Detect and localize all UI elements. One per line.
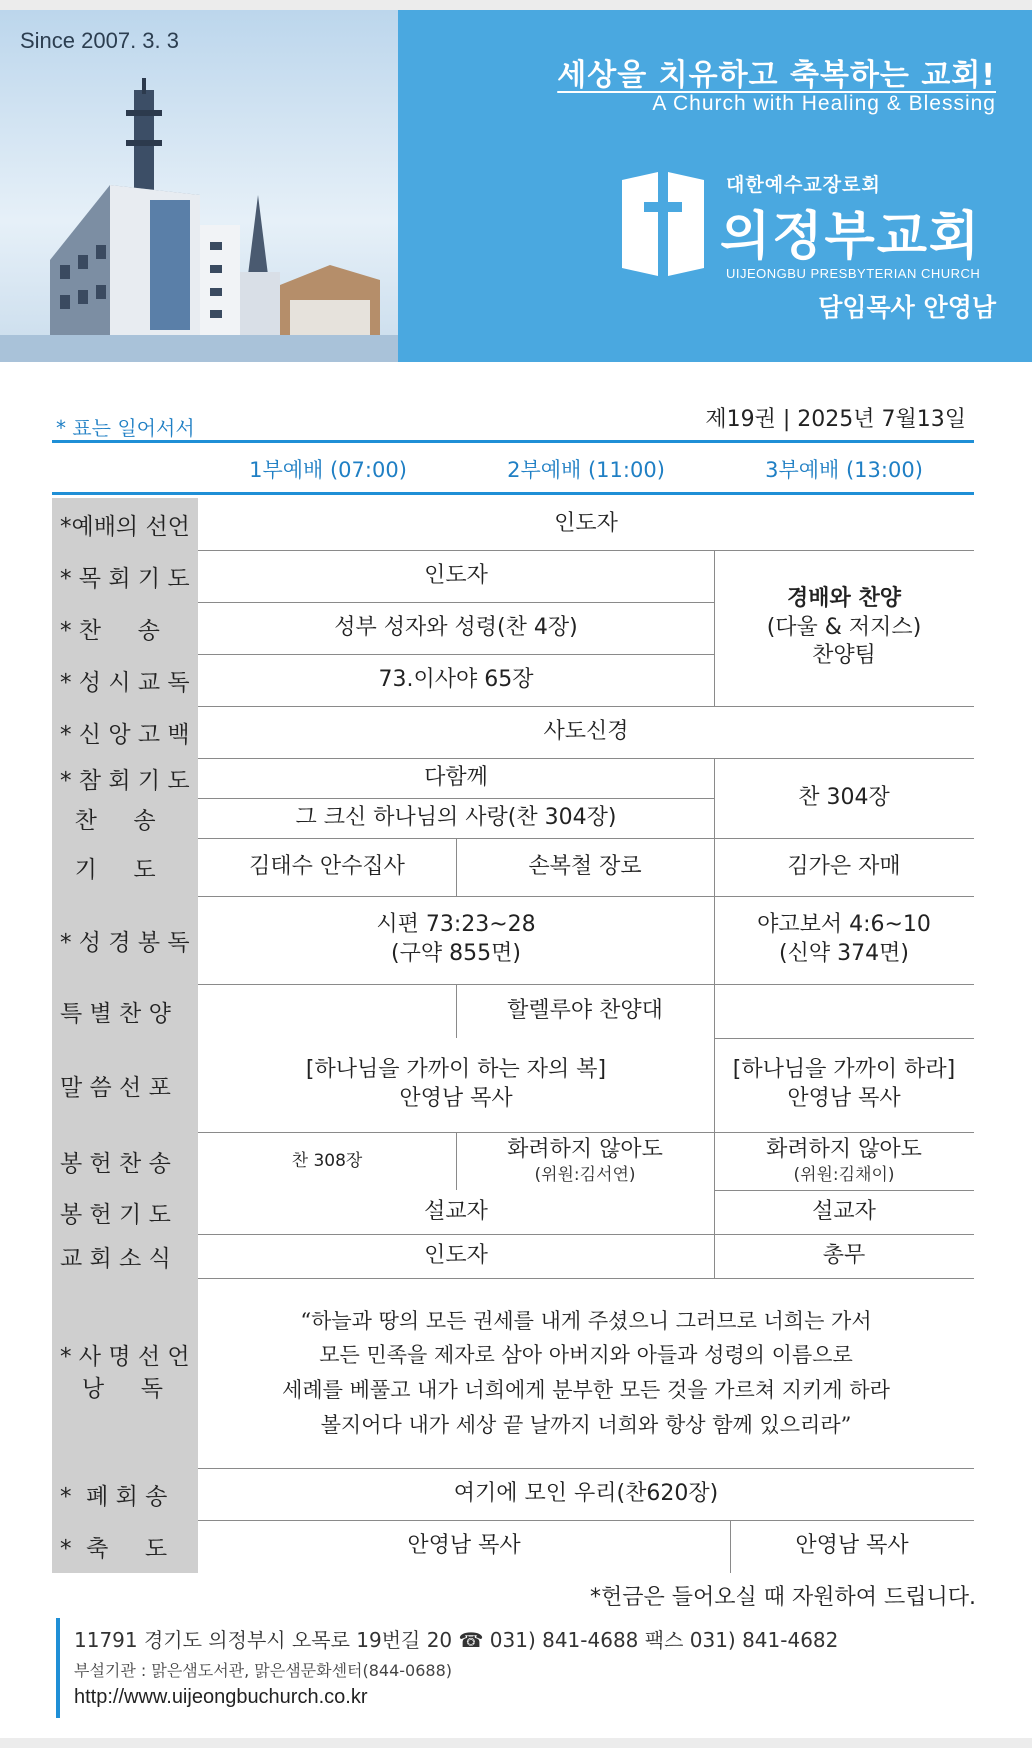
praise-s3-title: 경배와 찬양 <box>787 586 901 612</box>
scripture-teaching-s12: 73.이사야 65장 <box>378 666 534 692</box>
worship-order-table <box>52 498 974 1573</box>
church-building-photo <box>0 10 398 362</box>
praise-s3-team-names: (다울 & 저지스) <box>766 614 922 640</box>
label-prayer: 기 도 <box>60 856 156 883</box>
church-slogan: 세상을 치유하고 축복하는 교회! <box>557 58 996 93</box>
label-hymn-1: * 찬 송 <box>60 617 160 644</box>
reading-s12 <box>198 896 714 984</box>
footer-accent-bar <box>56 1618 60 1718</box>
label-declaration: *예배의 선언 <box>60 513 190 540</box>
offering-hymn-s3 <box>714 1132 974 1190</box>
divider-top <box>52 440 974 443</box>
reading-s3-page: (신약 374면) <box>779 941 909 966</box>
church-website-link[interactable]: http://www.uijeongbuchurch.co.kr <box>74 1686 368 1708</box>
offering-hymn-s3-title: 화려하지 않아도 <box>766 1136 922 1162</box>
church-name: 의정부교회 <box>720 207 982 267</box>
creed-all: 사도신경 <box>543 718 629 744</box>
pastoral-prayer-s12: 인도자 <box>424 562 488 588</box>
stand-note: * 표는 일어서서 <box>56 416 195 440</box>
prayer-s2: 손복철 장로 <box>528 853 642 879</box>
offering-hymn-s2-note: (위원:김서연) <box>534 1165 636 1186</box>
hymn-2-s3: 찬 304장 <box>798 784 890 810</box>
sermon-s12-preacher: 안영남 목사 <box>399 1086 513 1111</box>
divider-bottom <box>52 492 974 495</box>
label-hymn-2: 찬 송 <box>60 807 156 834</box>
label-special-praise: 특 별 찬 양 <box>60 1000 171 1027</box>
church-building-illustration <box>0 10 398 362</box>
offering-note: *헌금은 들어오실 때 자원하여 드립니다. <box>590 1585 976 1610</box>
denomination: 대한예수교장로회 <box>726 174 881 196</box>
header-banner <box>398 10 1032 362</box>
mission-line-3: 세례를 베풀고 내가 너희에게 분부한 모든 것을 가르쳐 지키게 하라 <box>282 1378 890 1402</box>
prayer-s3: 김가은 자매 <box>787 853 901 879</box>
label-church-news: 교 회 소 식 <box>60 1245 171 1272</box>
benediction-s12: 안영남 목사 <box>407 1533 521 1559</box>
label-pastoral-prayer: * 목 회 기 도 <box>60 565 190 592</box>
label-repentance-prayer: * 참 회 기 도 <box>60 767 190 794</box>
church-news-s3: 총무 <box>822 1242 866 1268</box>
offering-hymn-s1: 찬 308장 <box>291 1150 363 1171</box>
offering-prayer-s12: 설교자 <box>198 1190 714 1234</box>
special-praise-s2: 할렐루야 찬양대 <box>507 997 663 1023</box>
benediction-s3: 안영남 목사 <box>795 1533 909 1559</box>
sermon-s12-title: [하나님을 가까이 하는 자의 복] <box>305 1057 607 1083</box>
service-3-heading: 3부예배 (13:00) <box>765 458 923 482</box>
mission-line-2: 모든 민족을 제자로 삼아 아버지와 아들과 성령의 이름으로 <box>319 1343 853 1368</box>
label-offering-hymn: 봉 헌 찬 송 <box>60 1150 171 1177</box>
offering-hymn-s2 <box>456 1132 714 1190</box>
repentance-s12: 다함께 <box>424 764 488 790</box>
since-date: Since 2007. 3. 3 <box>20 28 180 53</box>
offering-prayer-s3: 설교자 <box>812 1198 876 1224</box>
reading-s3 <box>714 896 974 984</box>
label-scripture-reading: * 성 경 봉 독 <box>60 929 190 956</box>
declaration-all: 인도자 <box>554 510 618 536</box>
church-name-en: UIJEONGBU PRESBYTERIAN CHURCH <box>726 266 981 281</box>
service-1-heading: 1부예배 (07:00) <box>249 458 407 482</box>
reading-s12-passage: 시편 73:23~28 <box>376 912 536 938</box>
praise-s3 <box>714 550 974 706</box>
prayer-s1: 김태수 안수집사 <box>249 853 405 879</box>
church-slogan-en: A Church with Healing & Blessing <box>652 92 996 115</box>
label-scripture-teaching: * 성 시 교 독 <box>60 669 190 696</box>
hymn-2-s12: 그 크신 하나님의 사랑(찬 304장) <box>295 804 617 830</box>
hymn-1-s12: 성부 성자와 성령(찬 4장) <box>334 614 578 640</box>
sermon-s3-title: [하나님을 가까이 하라] <box>732 1057 956 1083</box>
closing-hymn-all: 여기에 모인 우리(찬620장) <box>453 1480 719 1506</box>
reading-s3-passage: 야고보서 4:6~10 <box>757 912 931 938</box>
sermon-s12 <box>198 1038 714 1132</box>
affiliated-institutions: 부설기관 : 맑은샘도서관, 맑은샘문화센터(844-0688) <box>74 1661 453 1680</box>
volume-date: 제19권 | 2025년 7월13일 <box>705 407 966 432</box>
offering-hymn-s2-title: 화려하지 않아도 <box>507 1136 663 1162</box>
label-offering-prayer: 봉 헌 기 도 <box>60 1201 171 1228</box>
sermon-s3-preacher: 안영남 목사 <box>787 1086 901 1111</box>
reading-s12-page: (구약 855면) <box>391 941 521 966</box>
service-2-heading: 2부예배 (11:00) <box>507 458 665 482</box>
church-address: 11791 경기도 의정부시 오목로 19번길 20 ☎ 031) 841-4688 팩스 031) 841-4682 <box>74 1628 839 1652</box>
offering-hymn-s3-note: (위원:김채이) <box>793 1165 895 1186</box>
mission-statement <box>198 1278 974 1468</box>
mission-line-4: 볼지어다 내가 세상 끝 날까지 너희와 항상 함께 있으리라” <box>320 1412 852 1437</box>
bulletin-page <box>0 10 1032 1738</box>
mission-line-1: “하늘과 땅의 모든 권세를 내게 주셨으니 그러므로 너희는 가서 <box>300 1308 872 1333</box>
label-closing-hymn: * 폐 회 송 <box>60 1483 168 1510</box>
label-sermon: 말 씀 선 포 <box>60 1074 171 1101</box>
sermon-s3 <box>714 1038 974 1132</box>
church-cross-logo-icon <box>622 172 704 276</box>
label-benediction: * 축 도 <box>60 1536 168 1562</box>
senior-pastor: 담임목사 안영남 <box>818 293 996 322</box>
label-mission-reading: * 사 명 선 언 낭 독 <box>60 1343 190 1402</box>
church-news-s12: 인도자 <box>424 1242 488 1268</box>
praise-s3-team: 찬양팀 <box>812 643 876 669</box>
label-creed: * 신 앙 고 백 <box>60 721 190 748</box>
